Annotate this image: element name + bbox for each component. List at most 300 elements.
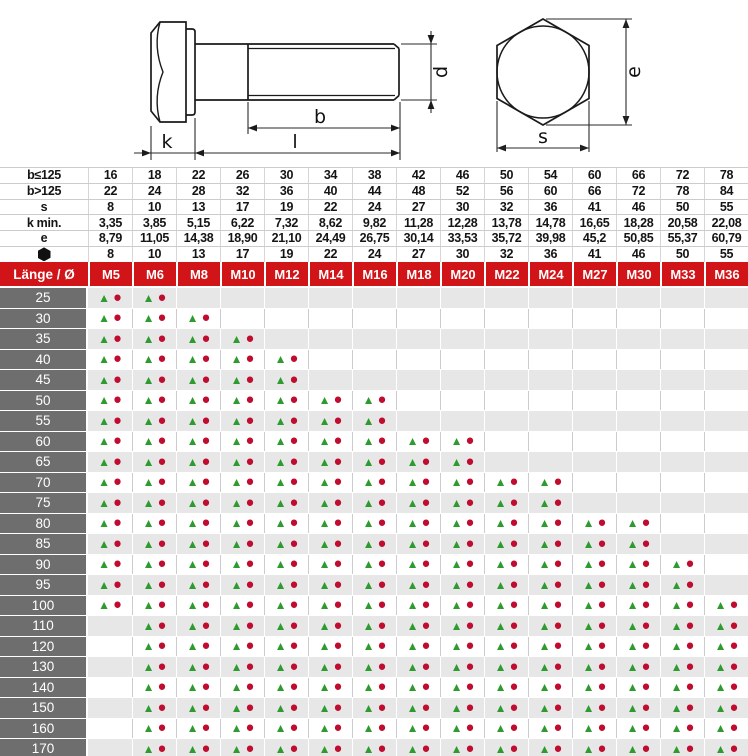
availability-cell bbox=[572, 616, 616, 636]
row-label: 60 bbox=[0, 432, 88, 452]
triangle-marker-icon: ▲ bbox=[142, 372, 155, 387]
circle-marker-icon: ● bbox=[157, 330, 167, 347]
circle-marker-icon: ● bbox=[421, 576, 431, 593]
availability-cell bbox=[484, 473, 528, 493]
spec-value-cell: 66 bbox=[616, 168, 660, 183]
availability-cell bbox=[484, 432, 528, 452]
availability-cell bbox=[528, 432, 572, 452]
availability-cell bbox=[528, 657, 572, 677]
circle-marker-icon: ● bbox=[157, 678, 167, 696]
availability-cell bbox=[440, 473, 484, 493]
spec-value-cell: 8,62 bbox=[308, 215, 352, 230]
column-header-m30: M30 bbox=[616, 262, 660, 286]
triangle-marker-icon: ▲ bbox=[450, 618, 463, 633]
triangle-marker-icon: ▲ bbox=[318, 475, 331, 490]
spec-value-cell: 55 bbox=[704, 247, 748, 262]
triangle-marker-icon: ▲ bbox=[362, 516, 375, 531]
triangle-marker-icon: ▲ bbox=[230, 495, 243, 510]
circle-marker-icon: ● bbox=[113, 596, 122, 614]
availability-cell bbox=[264, 698, 308, 718]
availability-cell bbox=[528, 350, 572, 370]
circle-marker-icon: ● bbox=[245, 494, 255, 511]
circle-marker-icon: ● bbox=[465, 494, 475, 511]
circle-marker-icon: ● bbox=[333, 699, 343, 716]
circle-marker-icon: ● bbox=[509, 699, 519, 716]
triangle-marker-icon: ▲ bbox=[582, 577, 595, 592]
triangle-marker-icon: ▲ bbox=[538, 639, 551, 654]
availability-cell bbox=[264, 493, 308, 513]
triangle-marker-icon: ▲ bbox=[494, 598, 507, 613]
circle-marker-icon: ● bbox=[509, 535, 519, 552]
circle-marker-icon: ● bbox=[421, 596, 431, 614]
circle-marker-icon: ● bbox=[685, 617, 695, 634]
availability-cell bbox=[572, 555, 616, 575]
availability-cell bbox=[704, 678, 748, 698]
circle-marker-icon: ● bbox=[201, 678, 211, 696]
spec-value-cell: 46 bbox=[616, 247, 660, 262]
availability-cell bbox=[440, 370, 484, 390]
spec-value-cell: 41 bbox=[572, 200, 616, 215]
triangle-marker-icon: ▲ bbox=[538, 700, 551, 715]
circle-marker-icon: ● bbox=[289, 535, 299, 552]
triangle-marker-icon: ▲ bbox=[186, 721, 199, 736]
table-row-55 bbox=[0, 411, 748, 432]
circle-marker-icon: ● bbox=[421, 473, 431, 491]
triangle-marker-icon: ▲ bbox=[362, 475, 375, 490]
row-label: 45 bbox=[0, 370, 88, 390]
availability-cell bbox=[660, 391, 704, 411]
triangle-marker-icon: ▲ bbox=[142, 700, 155, 715]
circle-marker-icon: ● bbox=[685, 576, 695, 593]
availability-cell bbox=[528, 596, 572, 616]
triangle-marker-icon: ▲ bbox=[98, 557, 111, 572]
availability-cell bbox=[352, 616, 396, 636]
circle-marker-icon: ● bbox=[509, 555, 519, 573]
circle-marker-icon: ● bbox=[465, 678, 475, 696]
availability-cell bbox=[396, 698, 440, 718]
triangle-marker-icon: ▲ bbox=[142, 680, 155, 695]
circle-marker-icon: ● bbox=[333, 576, 343, 593]
availability-cell bbox=[88, 555, 132, 575]
spec-value-cell: 19 bbox=[264, 247, 308, 262]
circle-marker-icon: ● bbox=[641, 514, 651, 532]
triangle-marker-icon: ▲ bbox=[582, 639, 595, 654]
circle-marker-icon: ● bbox=[333, 514, 343, 532]
triangle-marker-icon: ▲ bbox=[142, 311, 155, 326]
availability-cell bbox=[220, 698, 264, 718]
circle-marker-icon: ● bbox=[289, 678, 299, 696]
circle-marker-icon: ● bbox=[597, 658, 607, 675]
availability-cell bbox=[176, 637, 220, 657]
availability-cell bbox=[132, 596, 176, 616]
availability-cell bbox=[572, 288, 616, 308]
row-label: 170 bbox=[0, 739, 88, 756]
availability-cell bbox=[616, 391, 660, 411]
availability-cell bbox=[176, 575, 220, 595]
triangle-marker-icon: ▲ bbox=[142, 413, 155, 428]
circle-marker-icon: ● bbox=[729, 719, 739, 737]
circle-marker-icon: ● bbox=[641, 596, 651, 614]
availability-cell bbox=[88, 514, 132, 534]
triangle-marker-icon: ▲ bbox=[494, 618, 507, 633]
availability-cell bbox=[528, 719, 572, 739]
availability-cell bbox=[704, 370, 748, 390]
availability-cell bbox=[132, 452, 176, 472]
availability-cell bbox=[308, 616, 352, 636]
dimension-arrowheads bbox=[142, 19, 629, 156]
circle-marker-icon: ● bbox=[245, 371, 255, 388]
availability-cell bbox=[440, 534, 484, 554]
column-header-m24: M24 bbox=[528, 262, 572, 286]
triangle-marker-icon: ▲ bbox=[406, 721, 419, 736]
availability-cell bbox=[352, 657, 396, 677]
circle-marker-icon: ● bbox=[245, 719, 255, 737]
circle-marker-icon: ● bbox=[377, 514, 387, 532]
spec-value-cell: 27 bbox=[396, 200, 440, 215]
spec-value-cell: 8 bbox=[88, 200, 132, 215]
availability-cell bbox=[440, 493, 484, 513]
circle-marker-icon: ● bbox=[113, 576, 122, 593]
spec-value-cell: 48 bbox=[396, 184, 440, 199]
circle-marker-icon: ● bbox=[553, 719, 563, 737]
triangle-marker-icon: ▲ bbox=[186, 577, 199, 592]
availability-cell bbox=[616, 514, 660, 534]
availability-cell bbox=[264, 555, 308, 575]
spec-value-cell: 39,98 bbox=[528, 231, 572, 246]
triangle-marker-icon: ▲ bbox=[274, 680, 287, 695]
triangle-marker-icon: ▲ bbox=[538, 577, 551, 592]
availability-cell bbox=[484, 698, 528, 718]
availability-cell bbox=[308, 473, 352, 493]
spec-value-cell: 36 bbox=[528, 247, 572, 262]
triangle-marker-icon: ▲ bbox=[406, 618, 419, 633]
triangle-marker-icon: ▲ bbox=[670, 577, 683, 592]
triangle-marker-icon: ▲ bbox=[450, 475, 463, 490]
triangle-marker-icon: ▲ bbox=[714, 618, 727, 633]
circle-marker-icon: ● bbox=[113, 453, 122, 470]
spec-value-cell: 56 bbox=[484, 184, 528, 199]
circle-marker-icon: ● bbox=[597, 514, 607, 532]
circle-marker-icon: ● bbox=[553, 576, 563, 593]
row-label: 140 bbox=[0, 678, 88, 698]
triangle-marker-icon: ▲ bbox=[626, 516, 639, 531]
availability-cell bbox=[176, 329, 220, 349]
circle-marker-icon: ● bbox=[289, 699, 299, 716]
circle-marker-icon: ● bbox=[289, 473, 299, 491]
circle-marker-icon: ● bbox=[201, 330, 211, 347]
circle-marker-icon: ● bbox=[377, 432, 387, 450]
circle-marker-icon: ● bbox=[157, 740, 167, 756]
triangle-marker-icon: ▲ bbox=[494, 639, 507, 654]
triangle-marker-icon: ▲ bbox=[318, 680, 331, 695]
availability-cell bbox=[352, 411, 396, 431]
triangle-marker-icon: ▲ bbox=[98, 290, 111, 305]
triangle-marker-icon: ▲ bbox=[582, 659, 595, 674]
availability-cell bbox=[528, 534, 572, 554]
availability-cell bbox=[88, 473, 132, 493]
availability-cell bbox=[528, 411, 572, 431]
table-row-30 bbox=[0, 309, 748, 330]
circle-marker-icon: ● bbox=[377, 596, 387, 614]
spec-value-cell: 60 bbox=[528, 184, 572, 199]
triangle-marker-icon: ▲ bbox=[362, 700, 375, 715]
circle-marker-icon: ● bbox=[245, 740, 255, 756]
availability-cell bbox=[220, 288, 264, 308]
column-header-m10: M10 bbox=[220, 262, 264, 286]
spec-value-cell: 78 bbox=[660, 184, 704, 199]
circle-marker-icon: ● bbox=[157, 699, 167, 716]
availability-cell bbox=[176, 698, 220, 718]
triangle-marker-icon: ▲ bbox=[274, 495, 287, 510]
row-label: 40 bbox=[0, 350, 88, 370]
triangle-marker-icon: ▲ bbox=[362, 557, 375, 572]
triangle-marker-icon: ▲ bbox=[318, 434, 331, 449]
circle-marker-icon: ● bbox=[597, 617, 607, 634]
circle-marker-icon: ● bbox=[509, 719, 519, 737]
circle-marker-icon: ● bbox=[333, 678, 343, 696]
availability-cell bbox=[308, 575, 352, 595]
triangle-marker-icon: ▲ bbox=[186, 331, 199, 346]
triangle-marker-icon: ▲ bbox=[626, 577, 639, 592]
triangle-marker-icon: ▲ bbox=[582, 700, 595, 715]
availability-cell bbox=[440, 288, 484, 308]
circle-marker-icon: ● bbox=[289, 391, 299, 409]
circle-marker-icon: ● bbox=[113, 371, 122, 388]
circle-marker-icon: ● bbox=[465, 719, 475, 737]
availability-cell bbox=[484, 309, 528, 329]
triangle-marker-icon: ▲ bbox=[274, 352, 287, 367]
availability-cell bbox=[88, 432, 132, 452]
spec-value-cell: 84 bbox=[704, 184, 748, 199]
availability-cell bbox=[440, 616, 484, 636]
triangle-marker-icon: ▲ bbox=[142, 352, 155, 367]
spec-table-row bbox=[0, 247, 748, 263]
spec-value-cell: 19 bbox=[264, 200, 308, 215]
circle-marker-icon: ● bbox=[377, 719, 387, 737]
availability-cell bbox=[440, 596, 484, 616]
availability-cell bbox=[132, 698, 176, 718]
spec-value-cell: 32 bbox=[484, 247, 528, 262]
availability-cell bbox=[616, 575, 660, 595]
circle-marker-icon: ● bbox=[421, 535, 431, 552]
availability-cell bbox=[396, 473, 440, 493]
spec-table-row bbox=[0, 215, 748, 231]
availability-cell bbox=[616, 596, 660, 616]
circle-marker-icon: ● bbox=[289, 494, 299, 511]
triangle-marker-icon: ▲ bbox=[186, 618, 199, 633]
triangle-marker-icon: ▲ bbox=[362, 741, 375, 756]
circle-marker-icon: ● bbox=[201, 391, 211, 409]
triangle-marker-icon: ▲ bbox=[450, 598, 463, 613]
availability-cell bbox=[440, 411, 484, 431]
triangle-marker-icon: ▲ bbox=[274, 413, 287, 428]
availability-cell bbox=[528, 452, 572, 472]
availability-cell bbox=[704, 473, 748, 493]
triangle-marker-icon: ▲ bbox=[230, 475, 243, 490]
availability-cell bbox=[88, 288, 132, 308]
availability-cell bbox=[440, 678, 484, 698]
circle-marker-icon: ● bbox=[421, 453, 431, 470]
availability-cell bbox=[484, 678, 528, 698]
circle-marker-icon: ● bbox=[597, 555, 607, 573]
triangle-marker-icon: ▲ bbox=[406, 536, 419, 551]
triangle-marker-icon: ▲ bbox=[186, 659, 199, 674]
spec-value-cell: 36 bbox=[528, 200, 572, 215]
availability-cell bbox=[484, 452, 528, 472]
triangle-marker-icon: ▲ bbox=[450, 721, 463, 736]
circle-marker-icon: ● bbox=[729, 699, 739, 716]
availability-cell bbox=[88, 739, 132, 756]
circle-marker-icon: ● bbox=[685, 637, 695, 655]
triangle-marker-icon: ▲ bbox=[142, 495, 155, 510]
triangle-marker-icon: ▲ bbox=[714, 639, 727, 654]
spec-value-cell: 11,28 bbox=[396, 215, 440, 230]
circle-marker-icon: ● bbox=[201, 555, 211, 573]
triangle-marker-icon: ▲ bbox=[318, 536, 331, 551]
availability-cell bbox=[616, 739, 660, 756]
table-row-140 bbox=[0, 678, 748, 699]
triangle-marker-icon: ▲ bbox=[98, 393, 111, 408]
triangle-marker-icon: ▲ bbox=[274, 721, 287, 736]
availability-cell bbox=[88, 637, 132, 657]
triangle-marker-icon: ▲ bbox=[406, 598, 419, 613]
spec-value-cell: 5,15 bbox=[176, 215, 220, 230]
triangle-marker-icon: ▲ bbox=[318, 454, 331, 469]
availability-cell bbox=[704, 555, 748, 575]
circle-marker-icon: ● bbox=[157, 719, 167, 737]
triangle-marker-icon: ▲ bbox=[318, 639, 331, 654]
triangle-marker-icon: ▲ bbox=[186, 598, 199, 613]
availability-cell bbox=[352, 309, 396, 329]
spec-value-cell: 50 bbox=[484, 168, 528, 183]
availability-cell bbox=[220, 309, 264, 329]
availability-cell bbox=[220, 555, 264, 575]
circle-marker-icon: ● bbox=[465, 658, 475, 675]
availability-cell bbox=[264, 575, 308, 595]
spec-value-cell: 22 bbox=[88, 184, 132, 199]
availability-cell bbox=[396, 370, 440, 390]
availability-cell bbox=[132, 350, 176, 370]
availability-cell bbox=[572, 637, 616, 657]
circle-marker-icon: ● bbox=[553, 473, 563, 491]
triangle-marker-icon: ▲ bbox=[230, 618, 243, 633]
availability-cell bbox=[616, 309, 660, 329]
availability-cell bbox=[528, 493, 572, 513]
triangle-marker-icon: ▲ bbox=[538, 536, 551, 551]
triangle-marker-icon: ▲ bbox=[98, 454, 111, 469]
spec-table-row bbox=[0, 200, 748, 216]
triangle-marker-icon: ▲ bbox=[186, 495, 199, 510]
availability-cell bbox=[616, 329, 660, 349]
availability-cell bbox=[176, 514, 220, 534]
circle-marker-icon: ● bbox=[201, 719, 211, 737]
circle-marker-icon: ● bbox=[245, 412, 255, 429]
availability-cell bbox=[440, 309, 484, 329]
availability-cell bbox=[484, 637, 528, 657]
table-row-40 bbox=[0, 350, 748, 371]
availability-cell bbox=[660, 329, 704, 349]
triangle-marker-icon: ▲ bbox=[186, 413, 199, 428]
circle-marker-icon: ● bbox=[113, 391, 122, 409]
circle-marker-icon: ● bbox=[597, 740, 607, 756]
availability-cell bbox=[660, 370, 704, 390]
availability-cell bbox=[572, 370, 616, 390]
circle-marker-icon: ● bbox=[597, 719, 607, 737]
triangle-marker-icon: ▲ bbox=[274, 536, 287, 551]
spec-value-cell: 10 bbox=[132, 247, 176, 262]
availability-cell bbox=[352, 698, 396, 718]
availability-cell bbox=[352, 719, 396, 739]
dim-label-k: k bbox=[161, 131, 173, 153]
availability-cell bbox=[132, 678, 176, 698]
availability-cell bbox=[176, 452, 220, 472]
availability-cell bbox=[396, 555, 440, 575]
availability-cell bbox=[704, 657, 748, 677]
availability-cell bbox=[484, 616, 528, 636]
circle-marker-icon: ● bbox=[509, 494, 519, 511]
spec-row-label: e bbox=[40, 231, 48, 246]
spec-value-cell: 28 bbox=[176, 184, 220, 199]
circle-marker-icon: ● bbox=[113, 494, 122, 511]
column-header-m22: M22 bbox=[484, 262, 528, 286]
triangle-marker-icon: ▲ bbox=[362, 721, 375, 736]
triangle-marker-icon: ▲ bbox=[714, 700, 727, 715]
circle-marker-icon: ● bbox=[289, 555, 299, 573]
availability-cell bbox=[308, 739, 352, 756]
circle-marker-icon: ● bbox=[333, 555, 343, 573]
availability-cell bbox=[616, 616, 660, 636]
triangle-marker-icon: ▲ bbox=[230, 680, 243, 695]
triangle-marker-icon: ▲ bbox=[406, 700, 419, 715]
triangle-marker-icon: ▲ bbox=[362, 659, 375, 674]
triangle-marker-icon: ▲ bbox=[626, 536, 639, 551]
triangle-marker-icon: ▲ bbox=[362, 598, 375, 613]
availability-cell bbox=[352, 534, 396, 554]
availability-cell bbox=[704, 288, 748, 308]
circle-marker-icon: ● bbox=[641, 535, 651, 552]
availability-cell bbox=[176, 493, 220, 513]
circle-marker-icon: ● bbox=[377, 637, 387, 655]
triangle-marker-icon: ▲ bbox=[274, 516, 287, 531]
availability-cell bbox=[704, 309, 748, 329]
circle-marker-icon: ● bbox=[685, 719, 695, 737]
table-row-120 bbox=[0, 637, 748, 658]
triangle-marker-icon: ▲ bbox=[230, 741, 243, 756]
availability-cell bbox=[264, 309, 308, 329]
triangle-marker-icon: ▲ bbox=[142, 393, 155, 408]
circle-marker-icon: ● bbox=[157, 289, 167, 306]
availability-cell bbox=[660, 637, 704, 657]
availability-cell bbox=[660, 473, 704, 493]
triangle-marker-icon: ▲ bbox=[406, 659, 419, 674]
availability-cell bbox=[132, 657, 176, 677]
availability-cell bbox=[572, 596, 616, 616]
circle-marker-icon: ● bbox=[201, 637, 211, 655]
triangle-marker-icon: ▲ bbox=[274, 741, 287, 756]
availability-cell bbox=[308, 514, 352, 534]
availability-cell bbox=[352, 288, 396, 308]
availability-cell bbox=[396, 288, 440, 308]
availability-cell bbox=[616, 719, 660, 739]
availability-cell bbox=[352, 329, 396, 349]
availability-cell bbox=[132, 555, 176, 575]
circle-marker-icon: ● bbox=[465, 514, 475, 532]
circle-marker-icon: ● bbox=[465, 453, 475, 470]
availability-cell bbox=[440, 452, 484, 472]
circle-marker-icon: ● bbox=[553, 514, 563, 532]
circle-marker-icon: ● bbox=[729, 596, 739, 614]
availability-cell bbox=[704, 698, 748, 718]
